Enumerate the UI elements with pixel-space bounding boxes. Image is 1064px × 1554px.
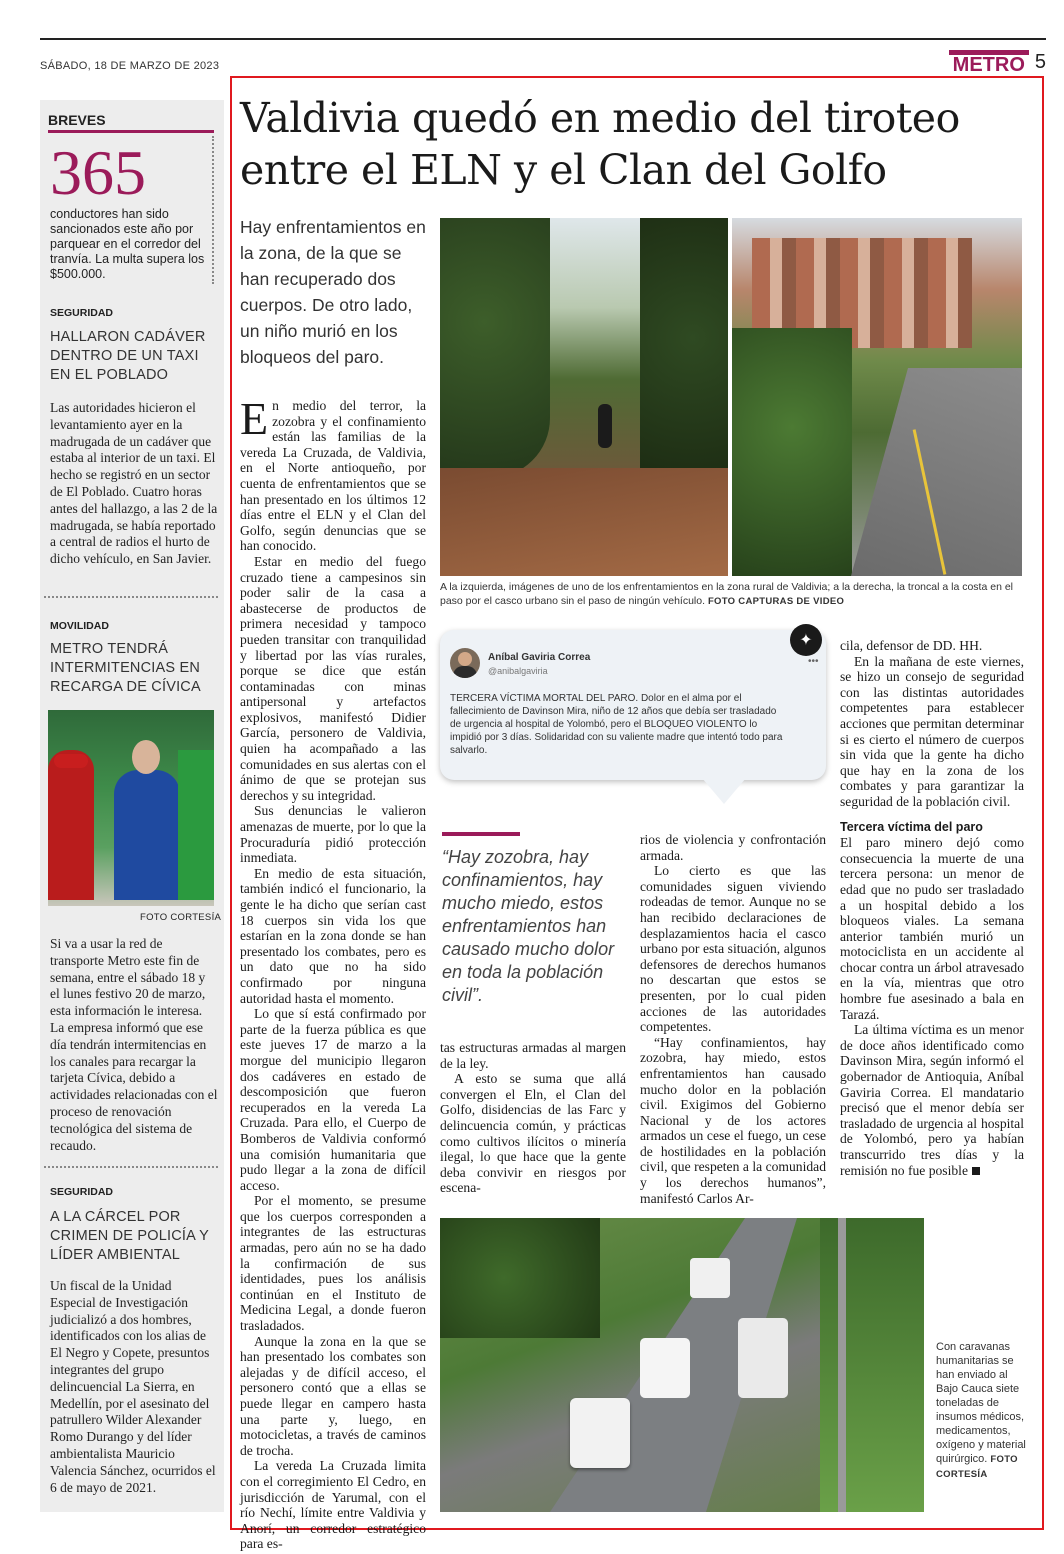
brief-separator — [44, 596, 218, 598]
brief-1-headline: HALLARON CADÁVER DENTRO DE UN TAXI EN EL POBLADO — [50, 329, 206, 383]
photo-caption — [440, 580, 1024, 609]
truck — [640, 1338, 690, 1398]
paragraph: cila, defensor de DD. HH. — [840, 638, 983, 653]
bottom-caption-text: Con caravanas humanitarias se han enviado al Bajo Cauca siete toneladas de insumos médicos, medicamentos, oxígeno y material quirúrgico. — [936, 1341, 1026, 1465]
twitter-icon: ✦ — [790, 624, 822, 656]
truck — [738, 1318, 788, 1398]
paragraph: Lo que sí está confirmado por parte de la fuerza pública es que este jueves 17 de marzo a la morgue del municipio llegaron dos cadáveres en estado de descomposición que fueron recuperados en la vereda La Cruzada. Para ello, el Cuerpo de Bomberos de Valdivia conformó una comisión humanitaria que pudo llegar a la zona de difícil acceso. — [240, 1006, 426, 1193]
foliage — [440, 218, 550, 478]
photo-credit-prefix: FOTO — [707, 596, 736, 607]
paragraph: El paro minero dejó como consecuencia la muerte de una tercera persona: un menor de edad que no pudo ser trasladado a un hospital debido a los bloqueos viales. La semana anterior también murió un motociclista en un accidente al chocar contra un árbol atravesado en la vía, mientras que otro hombre fue asesinado a bala en Tarazá. — [840, 835, 1024, 1022]
brief-2-kicker: MOVILIDAD — [50, 620, 109, 632]
tweet-author-handle: @anibalgaviria — [488, 666, 548, 676]
paragraph: A esto se suma que allá convergen el Eln, el Clan del Golfo, disidencias de las Farc y delincuencia común, y prácticas como cultivos ilícitos o minería ilegal, lo que hace que la gente deba convivir en riesgos por escena- — [440, 1071, 626, 1196]
humanitarian-caravan-photo — [440, 1218, 924, 1512]
avatar-face — [458, 652, 472, 666]
paragraph: En medio de esta situación, también indicó el funcionario, la gente le ha dicho que serían cast 18 cuerpos sin vida los que estarían en la zona donde se han presentado los combates, pero es un dato que no ha sido confirmado por ninguna autoridad hasta el momento. — [240, 865, 426, 1006]
paragraph: En la mañana de este viernes, se hizo un consejo de seguridad con las distintas autoridades competentes para establecer acciones que permitan determinar si es cierto el número de cuerpos sin vida que la gente ha dicho que hay en la zona de los combates y para garantizar la seguridad de la población civil. — [840, 653, 1024, 809]
breves-rule — [48, 130, 214, 133]
pull-quote: “Hay zozobra, hay confinamientos, hay mucho miedo, estos enfrentamientos han causado mucho dolor en toda la población civil”. — [442, 847, 615, 1005]
subhead: Tercera víctima del paro — [840, 819, 983, 834]
recharge-machine — [178, 750, 214, 900]
article-column-3 — [640, 832, 826, 1206]
breves-label: BREVES — [48, 112, 106, 128]
paragraph: Estar en medio del fuego cruzado tiene a campesinos sin poder salir de la casa a abastecerse de productos de primera necesidad y tampoco pueden transitar con tranquilidad y libertad por las vías rurales, porque se dice que están contaminadas con minas antipersonal y artefactos explosivos, manifestó Didier García, personero de Valdivia, quien ha acompañado a las comunidades en sus alertas con el ánimo de que se protejan sus derechos y su integridad. — [240, 553, 426, 803]
soldier-silhouette — [598, 404, 612, 448]
photo-caption-text: A la izquierda, imágenes de uno de los enfrentamientos en la zona rural de Valdivia; a la derecha, la troncal a la costa en el paso por el casco urbano sin el paso de ningún vehículo. — [440, 581, 1013, 607]
roadside-grass — [820, 1218, 924, 1512]
brief-3-headline: A LA CÁRCEL POR CRIMEN DE POLICÍA Y LÍDER AMBIENTAL — [50, 1209, 209, 1263]
tweet-author-name: Aníbal Gaviria Correa — [488, 652, 591, 663]
brief-1-body: Las autoridades hicieron el levantamiento ayer en la madrugada de un cadáver que estaba al interior de un taxi. El hecho se registró en un sector de El Poblado. Cuatro horas antes del hallazgo, a las 2 de la madrugada, se había reportado a central de radios el hurto de dicho vehículo, en San Javier. — [50, 400, 218, 567]
bottom-credit-prefix: FOTO — [990, 1454, 1018, 1465]
page-number: 5 — [1034, 50, 1046, 73]
truck — [690, 1258, 730, 1298]
top-rule — [40, 38, 1046, 40]
end-mark — [972, 1167, 980, 1175]
section-name: METRO — [949, 50, 1029, 75]
paragraph: “Hay confinamientos, hay zozobra, hay miedo, estos enfrentamientos han causado mucho dolor en la población civil. Exigimos del Gobierno Nacional y de los actores armados un cese el fuego, un cese de hostilidades en la población civil, que respeten a la comunidad y los derechos humanos”, manifestó Carlos Ar- — [640, 1034, 826, 1206]
section-label — [949, 50, 1046, 74]
paragraph: Por el momento, se presume que los cuerpos corresponden a integrantes de las estructuras armadas, pero aún no se ha dado la confirmación de sus identidades, pues los análisis continúan en el Instituto de Medicina Legal, a donde fueron trasladados. — [240, 1193, 426, 1334]
article-column-1 — [240, 393, 426, 1552]
article-deck: Hay enfrentamientos en la zona, de la que se han recuperado dos cuerpos. De otro lado, un niño murió en los bloqueos del paro. — [240, 217, 426, 367]
person-head — [132, 740, 160, 774]
dotted-divider — [212, 136, 214, 284]
metro-recharge-photo — [48, 710, 214, 906]
brief-3-kicker: SEGURIDAD — [50, 1186, 114, 1198]
paragraph: n medio del terror, la zozobra y el confinamiento están las familias de la vereda La Cruzada, de Valdivia, en el Norte antioqueño, por cuenta de enfrentamientos que se han presentado en los últimos 12 días entre el ELN y el Clan del Golfo, según denuncias que se han conocido. — [240, 398, 426, 554]
article-headline — [240, 92, 1040, 196]
red-cap — [54, 754, 88, 768]
utility-pole — [838, 1218, 846, 1512]
trees — [440, 1218, 600, 1338]
article-column-2 — [440, 1040, 626, 1196]
trees — [732, 328, 852, 576]
drop-cap: E — [240, 393, 269, 444]
brief-separator — [44, 1166, 218, 1168]
brief-2-body: Si va a usar la red de transporte Metro este fin de semana, entre el sábado 18 y el lunes festivo 20 de marzo, esta información le interesa. La empresa informó que ese día tendrán intermitencias en los canales para recargar la tarjeta Cívica, debido a actividades relacionadas con el proceso de renovación tecnológica del sistema de recaudo. — [50, 936, 218, 1153]
stat-text: conductores han sido sancionados este año por parquear en el corredor del tranvía. La multa supera los $500.000. — [50, 207, 205, 281]
brief-3-body: Un fiscal de la Unidad Especial de Investigación judicializó a dos hombres, identificados con los alias de El Negro y Copete, presuntos integrantes del grupo delincuencial La Sierra, en Medellín, por el asesinato del patrullero Wilder Alexander Romo Durango y del líder ambientalista Mauricio Valencia Sánchez, ocurridos el 6 de mayo de 2021. — [50, 1278, 216, 1495]
brief-2-headline: METRO TENDRÁ INTERMITENCIAS EN RECARGA DE CÍVICA — [50, 641, 201, 695]
paragraph: Aunque la zona en la que se han presentado los combates son alejadas y de difícil acceso, el personero contó que a ellas se puede llegar en campero hasta una parte y, luego, en motocicletas, a través de caminos de trocha. — [240, 1333, 426, 1458]
brief-2-photo-credit: FOTO CORTESÍA — [140, 912, 222, 923]
bottom-credit: CORTESÍA — [936, 1469, 988, 1480]
headline-line-2: entre el ELN y el Clan del Golfo — [240, 146, 887, 194]
person-red-shirt — [48, 750, 94, 900]
avatar-body — [453, 666, 477, 678]
paragraph: La última víctima es un menor de doce años identificado como Davinson Mira, según informó el gobernador de Antioquia, Aníbal Gaviria Correa. El mandatario precisó que el menor debía ser trasladado de urgencia al hospital de Yolombó, pero ya habían transcurrido tres días y la remisión no fue posible — [840, 1022, 1024, 1178]
article-column-4 — [840, 638, 1024, 1178]
road — [832, 368, 1022, 576]
issue-date: SÁBADO, 18 DE MARZO DE 2023 — [40, 60, 220, 72]
tweet-text: TERCERA VÍCTIMA MORTAL DEL PARO. Dolor en el alma por el fallecimiento de Davinson Mira, niño de 12 años que debía ser trasladado de urgencia al hospital de Yolombó, pero el BLOQUEO VIOLENTO lo impidió por 3 días. Solidaridad con su valiente madre que intentó todo para salvarlo. — [450, 693, 783, 756]
empty-road-photo — [732, 218, 1022, 576]
more-icon: ••• — [808, 656, 819, 667]
tweet-tail — [702, 778, 746, 804]
stat-number: 365 — [50, 137, 146, 208]
ambulance — [570, 1398, 630, 1468]
paragraph: La vereda La Cruzada limita con el corregimiento El Cedro, en jurisdicción de Yarumal, con el río Nechí, límite entre Valdivia y Anorí, un corredor estratégico para es- — [240, 1458, 426, 1552]
paragraph: rios de violencia y confrontación armada. — [640, 832, 826, 863]
paragraph: Lo cierto es que las comunidades siguen viviendo rodeadas de temor. Aunque no se han recibido declaraciones de desplazamientos hacia el casco urbano por esta situación, algunos defensores de derechos humanos no descartan que estos se presenten, por lo cual piden acciones de las autoridades competentes. — [640, 863, 826, 1035]
avatar — [450, 648, 480, 678]
paragraph: tas estructuras armadas al margen de la ley. — [440, 1040, 626, 1071]
photo-credit: CAPTURAS DE VIDEO — [738, 596, 845, 607]
brief-1-kicker: SEGURIDAD — [50, 307, 114, 319]
person-blue-shirt — [114, 770, 180, 900]
headline-line-1: Valdivia quedó en medio del tiroteo — [240, 94, 960, 142]
quote-accent-bar — [442, 832, 520, 836]
bottom-photo-caption — [936, 1340, 1026, 1482]
dirt-ground — [440, 468, 728, 576]
paragraph: Sus denuncias le valieron amenazas de muerte, por lo que la Procuraduría pidió protección inmediata. — [240, 803, 426, 866]
combat-photo — [440, 218, 728, 576]
